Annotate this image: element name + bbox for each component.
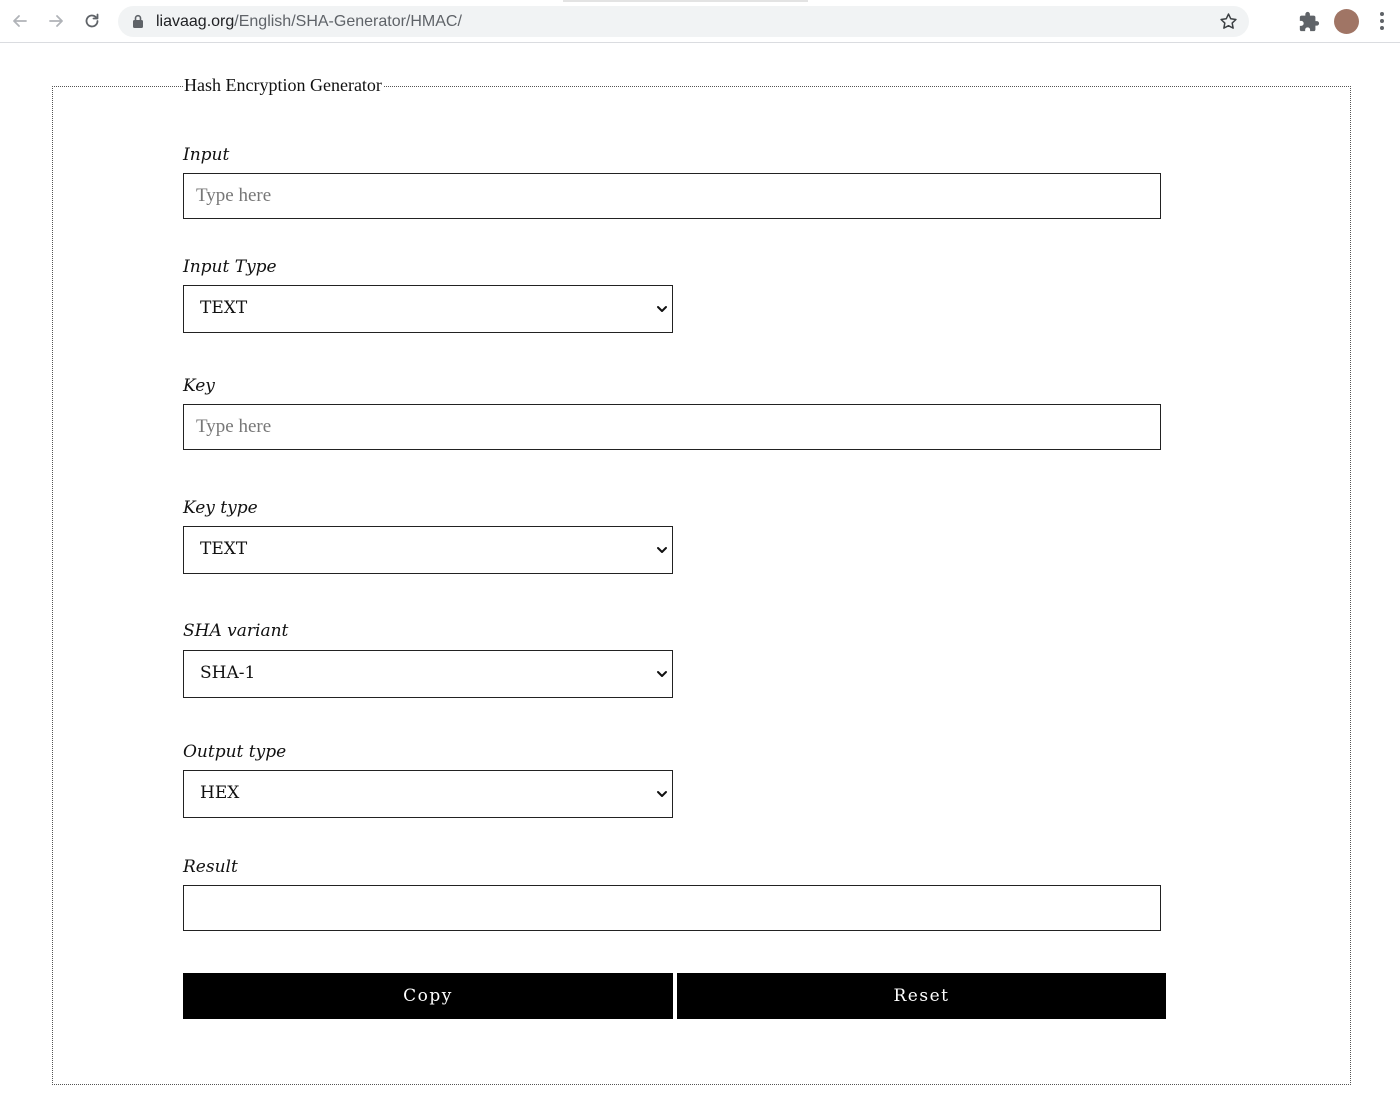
url-path: /English/SHA-Generator/HMAC/ (234, 13, 462, 30)
key-label: Key (183, 376, 215, 396)
output-type-label: Output type (183, 742, 287, 762)
sha-variant-label: SHA variant (183, 621, 289, 641)
sha-variant-select[interactable] (183, 650, 673, 698)
input-field[interactable] (183, 173, 1161, 219)
reload-icon (82, 11, 102, 31)
active-tab-indicator (563, 0, 808, 2)
chevron-down-icon (656, 303, 668, 315)
key-type-label: Key type (183, 498, 258, 518)
output-type-select[interactable] (183, 770, 673, 818)
hash-generator-fieldset (52, 86, 1351, 1085)
sha-variant-value: SHA-1 (200, 663, 256, 683)
input-type-label: Input Type (183, 257, 277, 277)
key-type-value: TEXT (200, 539, 248, 559)
input-type-value: TEXT (200, 298, 248, 318)
forward-arrow-icon (46, 11, 66, 31)
input-label: Input (183, 145, 230, 165)
output-type-value: HEX (200, 783, 240, 803)
chevron-down-icon (656, 544, 668, 556)
kebab-menu-icon[interactable] (1372, 10, 1392, 32)
input-type-select[interactable] (183, 285, 673, 333)
reload-button[interactable] (77, 6, 107, 36)
back-button[interactable] (5, 6, 35, 36)
chevron-down-icon (656, 668, 668, 680)
key-field[interactable] (183, 404, 1161, 450)
star-icon[interactable] (1218, 11, 1239, 32)
address-bar[interactable] (118, 6, 1249, 37)
avatar[interactable] (1334, 9, 1359, 34)
result-label: Result (183, 857, 238, 877)
browser-toolbar (0, 0, 1400, 43)
chevron-down-icon (656, 788, 668, 800)
fieldset-legend: Hash Encryption Generator (184, 75, 382, 95)
lock-icon (132, 14, 144, 29)
back-arrow-icon (10, 11, 30, 31)
url-text (156, 13, 462, 31)
key-type-select[interactable] (183, 526, 673, 574)
url-host: liavaag.org (156, 13, 235, 30)
result-field[interactable] (183, 885, 1161, 931)
reset-button[interactable]: Reset (677, 973, 1166, 1019)
copy-button[interactable]: Copy (183, 973, 673, 1019)
puzzle-icon[interactable] (1298, 11, 1320, 33)
forward-button[interactable] (41, 6, 71, 36)
